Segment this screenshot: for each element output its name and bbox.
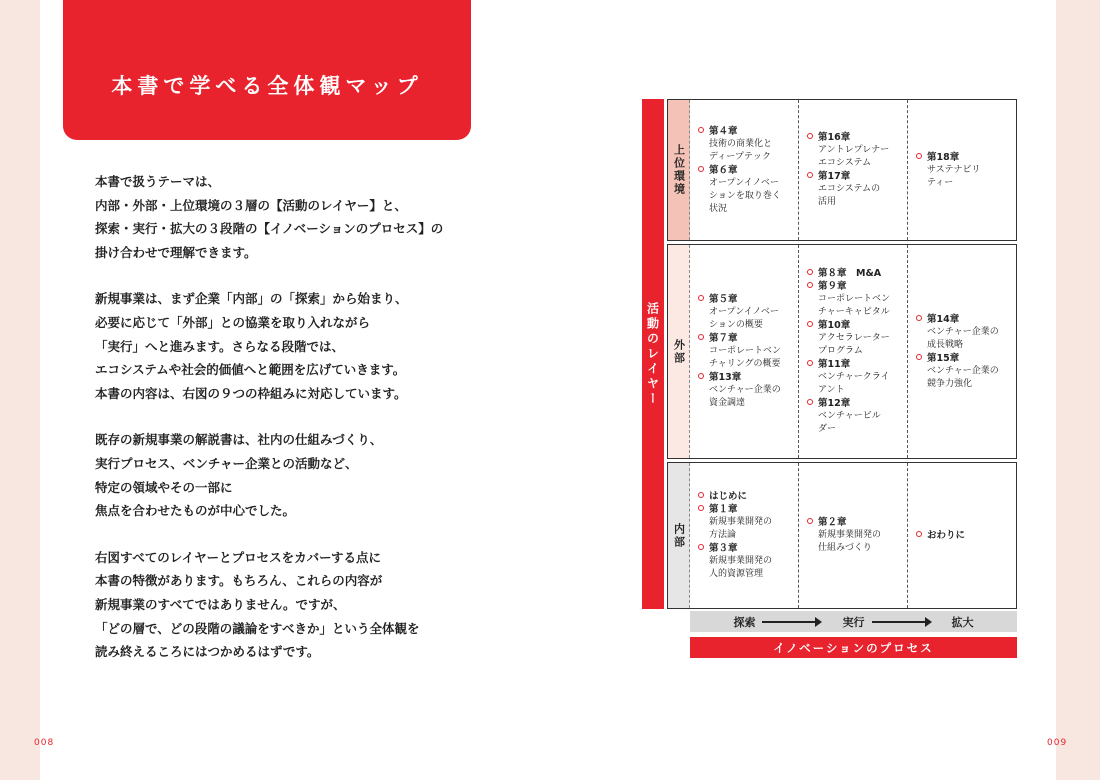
body-line: 読み終えるころにはつかめるはずです。 [95, 644, 320, 660]
chapter-title-line: アントレプレナー [818, 145, 890, 155]
chapter-title-line: チャリングの概要 [709, 359, 781, 369]
body-paragraph [95, 428, 475, 522]
bullet-circle-icon [698, 544, 704, 550]
chapter-entry [698, 164, 792, 177]
chapter-entry [807, 516, 901, 529]
page-number-left: 008 [34, 738, 55, 748]
body-paragraph [95, 287, 475, 405]
chapter-entry [807, 131, 901, 144]
body-line: 必要に応じて「外部」との協業を取り入れながら [95, 314, 371, 330]
layer-row-label-text: 外部 [672, 338, 686, 365]
chapter-title-line: ベンチャー企業の [927, 365, 999, 376]
matrix-cell [908, 463, 1016, 608]
chapter-number: おわりに [927, 530, 966, 541]
layer-axis-label [642, 99, 664, 609]
layer-row-label [668, 463, 690, 608]
body-line: 新規事業は、まず企業「内部」の「探索」から始まり、 [95, 291, 408, 307]
bullet-circle-icon [807, 399, 813, 405]
matrix-cell [799, 245, 908, 458]
chapter-title-line: ションの概要 [709, 320, 763, 330]
bullet-circle-icon [807, 360, 813, 366]
page-title: 本書で学べる全体観マップ [111, 74, 423, 98]
chapter-title-line: ベンチャークライ [818, 372, 890, 382]
chapter-entry [698, 371, 792, 384]
bullet-circle-icon [698, 373, 704, 379]
stage-scale: 拡大 [951, 615, 974, 629]
bullet-circle-icon [807, 282, 813, 288]
body-line: 既存の新規事業の解説書は、社内の仕組みづくり、 [95, 432, 383, 448]
chapter-title-line: 成長戦略 [927, 339, 964, 350]
chapter-title-line: オープンイノベー [709, 177, 779, 188]
chapter-title-line: 資金調達 [709, 398, 746, 408]
bullet-circle-icon [916, 153, 922, 159]
bullet-circle-icon [698, 334, 704, 340]
page-edge-right [1056, 0, 1100, 780]
chapter-title-line: アクセラレーター [818, 333, 890, 343]
arrow-right-icon [762, 621, 820, 623]
chapter-number: 第14章 [927, 313, 960, 325]
chapter-entry [807, 319, 901, 332]
chapter-number: 第７章 [709, 333, 738, 344]
bullet-circle-icon [916, 354, 922, 360]
layer-row-label [668, 245, 690, 458]
chapter-title-line: コーポレートベン [709, 346, 782, 356]
matrix-cell [690, 463, 799, 608]
body-line: 右図すべてのレイヤーとプロセスをカバーする点に [95, 549, 382, 565]
body-line: 本書の内容は、右図の９つの枠組みに対応しています。 [95, 385, 407, 401]
chapter-number: 第12章 [818, 398, 851, 409]
chapter-number: 第１章 [709, 504, 738, 515]
body-text [95, 170, 475, 687]
body-paragraph [95, 546, 475, 664]
chapter-number: はじめに [709, 491, 748, 502]
bullet-circle-icon [807, 321, 813, 327]
chapter-entry [807, 280, 901, 293]
body-line: 「実行」へと進みます。さらなる段階では、 [95, 338, 345, 354]
chapter-title-line: ディープテック [709, 151, 771, 162]
chapter-entry [916, 352, 1010, 365]
chapter-title-line: ベンチャー企業の [927, 326, 999, 337]
stage-execute: 実行 [842, 615, 865, 629]
process-stage-bar [690, 611, 1017, 632]
layer-row-label-text: 内部 [672, 522, 686, 549]
chapter-title-line: ションを取り巻く [709, 190, 781, 201]
chapter-number: 第６章 [709, 164, 738, 176]
chapter-entry [916, 529, 1010, 542]
page-number-right: 009 [1047, 738, 1068, 748]
chapter-title-line: ダー [818, 424, 837, 434]
body-paragraph [95, 170, 475, 264]
bullet-circle-icon [698, 127, 704, 133]
bullet-circle-icon [807, 518, 813, 524]
matrix-cell [799, 463, 908, 608]
layer-row [667, 462, 1017, 609]
chapter-number: 第３章 [709, 543, 738, 554]
chapter-title-line: 状況 [709, 203, 728, 214]
chapter-title-line: 方法論 [709, 530, 737, 540]
chapter-number: 第２章 [818, 517, 847, 528]
chapter-number: 第９章 [818, 281, 847, 292]
chapter-title-line: ベンチャービル [818, 411, 881, 421]
chapter-entry [807, 170, 901, 183]
bullet-circle-icon [698, 505, 704, 511]
matrix-cell [908, 245, 1016, 458]
chapter-number: 第５章 [709, 294, 738, 305]
chapter-title-line: 活用 [818, 197, 837, 207]
body-line: 「どの層で、どの段階の議論をすべきか」という全体観を [95, 620, 420, 636]
chapter-title-line: 技術の商業化と [709, 138, 773, 149]
bullet-circle-icon [807, 133, 813, 139]
body-line: 探索・実行・拡大の３段階の【イノベーションのプロセス】の [95, 221, 444, 237]
chapter-entry [916, 313, 1010, 326]
body-line: 新規事業のすべてではありません。ですが、 [95, 596, 346, 612]
chapter-number: 第４章 [709, 125, 738, 137]
chapter-title-line: コーポレートベン [818, 294, 891, 304]
chapter-title-line: 競争力強化 [927, 378, 973, 389]
process-axis-label: イノベーションのプロセス [690, 637, 1017, 658]
body-line: 本書で扱うテーマは、 [95, 174, 221, 189]
chapter-title-line: 新規事業開発の [709, 556, 773, 566]
chapter-title-line: 人的資源管理 [709, 569, 764, 579]
chapter-entry [698, 490, 792, 503]
chapter-number: 第10章 [818, 320, 851, 331]
chapter-title-line: 新規事業開発の [818, 530, 882, 540]
chapter-entry [698, 542, 792, 555]
bullet-circle-icon [916, 531, 922, 537]
chapter-number: 第11章 [818, 359, 851, 370]
chapter-entry [916, 151, 1010, 164]
layer-row [667, 244, 1017, 459]
chapter-title-line: オープンイノベー [709, 307, 779, 317]
chapter-title-line: エコシステムの [818, 184, 881, 194]
body-line: 焦点を合わせたものが中心でした。 [95, 503, 296, 519]
chapter-number: 第８章 M&A [818, 268, 882, 279]
chapter-title-line: チャーキャピタル [818, 307, 890, 317]
bullet-circle-icon [807, 172, 813, 178]
layer-axis-text: 活動のレイヤー [645, 301, 660, 407]
layer-row-label-text: 上位環境 [672, 144, 686, 196]
matrix-cell [799, 100, 908, 240]
chapter-entry [698, 332, 792, 345]
arrow-right-icon [872, 621, 930, 623]
chapter-title-line: プログラム [818, 346, 863, 356]
chapter-entry [807, 358, 901, 371]
body-line: 実行プロセス、ベンチャー企業との活動など、 [95, 455, 358, 471]
bullet-circle-icon [698, 166, 704, 172]
bullet-circle-icon [698, 295, 704, 301]
bullet-circle-icon [698, 492, 704, 498]
chapter-entry [807, 267, 901, 280]
chapter-title-line: エコシステム [818, 158, 872, 168]
body-line: 内部・外部・上位環境の３層の【活動のレイヤー】と、 [95, 197, 407, 213]
chapter-entry [698, 503, 792, 516]
chapter-title-line: アント [818, 385, 845, 395]
bullet-circle-icon [807, 269, 813, 275]
page-edge-left [0, 0, 40, 780]
chapter-title-line: ティー [927, 177, 954, 188]
body-line: 本書の特徴があります。もちろん、これらの内容が [95, 573, 383, 589]
chapter-title-line: 仕組みづくり [818, 543, 872, 553]
chapter-entry [698, 293, 792, 306]
chapter-number: 第18章 [927, 151, 960, 163]
chapter-title-line: サステナビリ [927, 164, 981, 175]
body-line: エコシステムや社会的価値へと範囲を広げていきます。 [95, 362, 406, 378]
body-line: 掛け合わせで理解できます。 [95, 244, 257, 260]
matrix-cell [690, 245, 799, 458]
body-line: 特定の領域やその一部に [95, 479, 233, 495]
chapter-number: 第16章 [818, 132, 851, 143]
chapter-title-line: 新規事業開発の [709, 517, 773, 527]
layer-row [667, 99, 1017, 241]
layer-row-label [668, 100, 690, 240]
matrix-cell [908, 100, 1016, 240]
matrix-cell [690, 100, 799, 240]
chapter-title-line: ベンチャー企業の [709, 385, 781, 395]
chapter-number: 第13章 [709, 372, 742, 383]
chapter-entry [807, 397, 901, 410]
bullet-circle-icon [916, 315, 922, 321]
chapter-number: 第15章 [927, 352, 960, 364]
chapter-entry [698, 125, 792, 138]
stage-explore: 探索 [733, 615, 756, 629]
title-banner [63, 0, 471, 140]
chapter-number: 第17章 [818, 171, 851, 182]
